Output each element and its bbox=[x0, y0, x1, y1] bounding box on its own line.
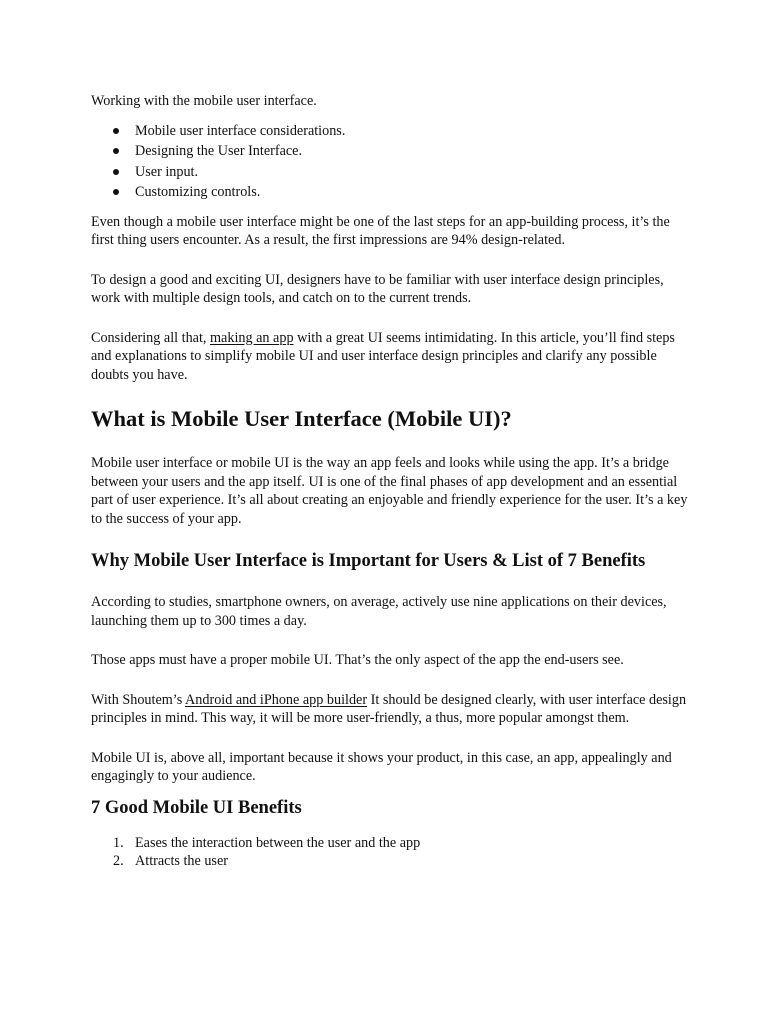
topics-bullet-list bbox=[91, 121, 691, 203]
proper-ui-paragraph: Those apps must have a proper mobile UI. That’s the only aspect of the app the end-users see. bbox=[91, 652, 624, 668]
studies-paragraph: According to studies, smartphone owners, on average, actively use nine applications on their devices, launching them up to 300 times a day. bbox=[91, 594, 667, 629]
benefits-numbered-list bbox=[91, 834, 691, 871]
list-item-text: Designing the User Interface. bbox=[135, 143, 303, 159]
importance-paragraph: Mobile UI is, above all, important because it shows your product, in this case, an app, appealingly and engagingly to your audience. bbox=[91, 749, 672, 784]
bullet-icon bbox=[113, 189, 119, 195]
list-item bbox=[91, 121, 691, 142]
list-item bbox=[91, 852, 691, 871]
app-builder-link[interactable]: Android and iPhone app builder bbox=[185, 691, 368, 708]
why-important-heading: Why Mobile User Interface is Important for Users & List of 7 Benefits bbox=[91, 551, 646, 571]
first-impressions-paragraph: Even though a mobile user interface might be one of the last steps for an app-building process, it’s the first thing users encounter. As a result, the first impressions are 94% design-related. bbox=[91, 213, 670, 248]
intro-paragraph: Working with the mobile user interface. bbox=[91, 93, 317, 109]
mobile-ui-definition-paragraph: Mobile user interface or mobile UI is the way an app feels and looks while using the app. It’s a bridge between your users and the app itself. UI is one of the final phases of app development and an essential part of user experience. It’s all about creating an enjoyable and friendly experience for the user. It’s a key to the success of your app. bbox=[91, 455, 688, 527]
bullet-icon bbox=[113, 169, 119, 175]
design-principles-paragraph: To design a good and exciting UI, designers have to be familiar with user interface design principles, work with multiple design tools, and catch on to the current trends. bbox=[91, 271, 664, 306]
list-item-number: 2. bbox=[113, 853, 124, 869]
app-builder-paragraph bbox=[91, 691, 691, 728]
bullet-icon bbox=[113, 128, 119, 134]
list-item bbox=[91, 162, 691, 183]
list-item-text: Attracts the user bbox=[135, 853, 228, 869]
list-item bbox=[91, 141, 691, 162]
list-item-text: Eases the interaction between the user and the app bbox=[135, 834, 421, 851]
list-item-text: Customizing controls. bbox=[135, 184, 261, 200]
paragraph-text: Considering all that, bbox=[91, 329, 211, 346]
list-item-number: 1. bbox=[113, 834, 124, 851]
paragraph-text: with a great UI seems intimidating. In this article, you’ll find steps and explanations to simplify mobile UI and user interface design principles and clarify any possible doubts you have. bbox=[91, 329, 675, 383]
paragraph-text: It should be designed clearly, with user interface design principles in mind. This way, it will be more user-friendly, a thus, more popular amongst them. bbox=[91, 691, 687, 726]
list-item-text: Mobile user interface considerations. bbox=[135, 122, 346, 139]
mobile-ui-heading: What is Mobile User Interface (Mobile UI)? bbox=[91, 406, 512, 431]
bullet-icon bbox=[113, 148, 119, 154]
benefits-heading: 7 Good Mobile UI Benefits bbox=[91, 797, 302, 818]
list-item bbox=[91, 834, 691, 853]
document-page bbox=[91, 92, 691, 871]
making-app-paragraph bbox=[91, 329, 691, 385]
paragraph-text: With Shoutem’s bbox=[91, 691, 186, 708]
making-an-app-link[interactable]: making an app bbox=[210, 329, 294, 346]
list-item-text: User input. bbox=[135, 163, 199, 180]
list-item bbox=[91, 182, 691, 203]
